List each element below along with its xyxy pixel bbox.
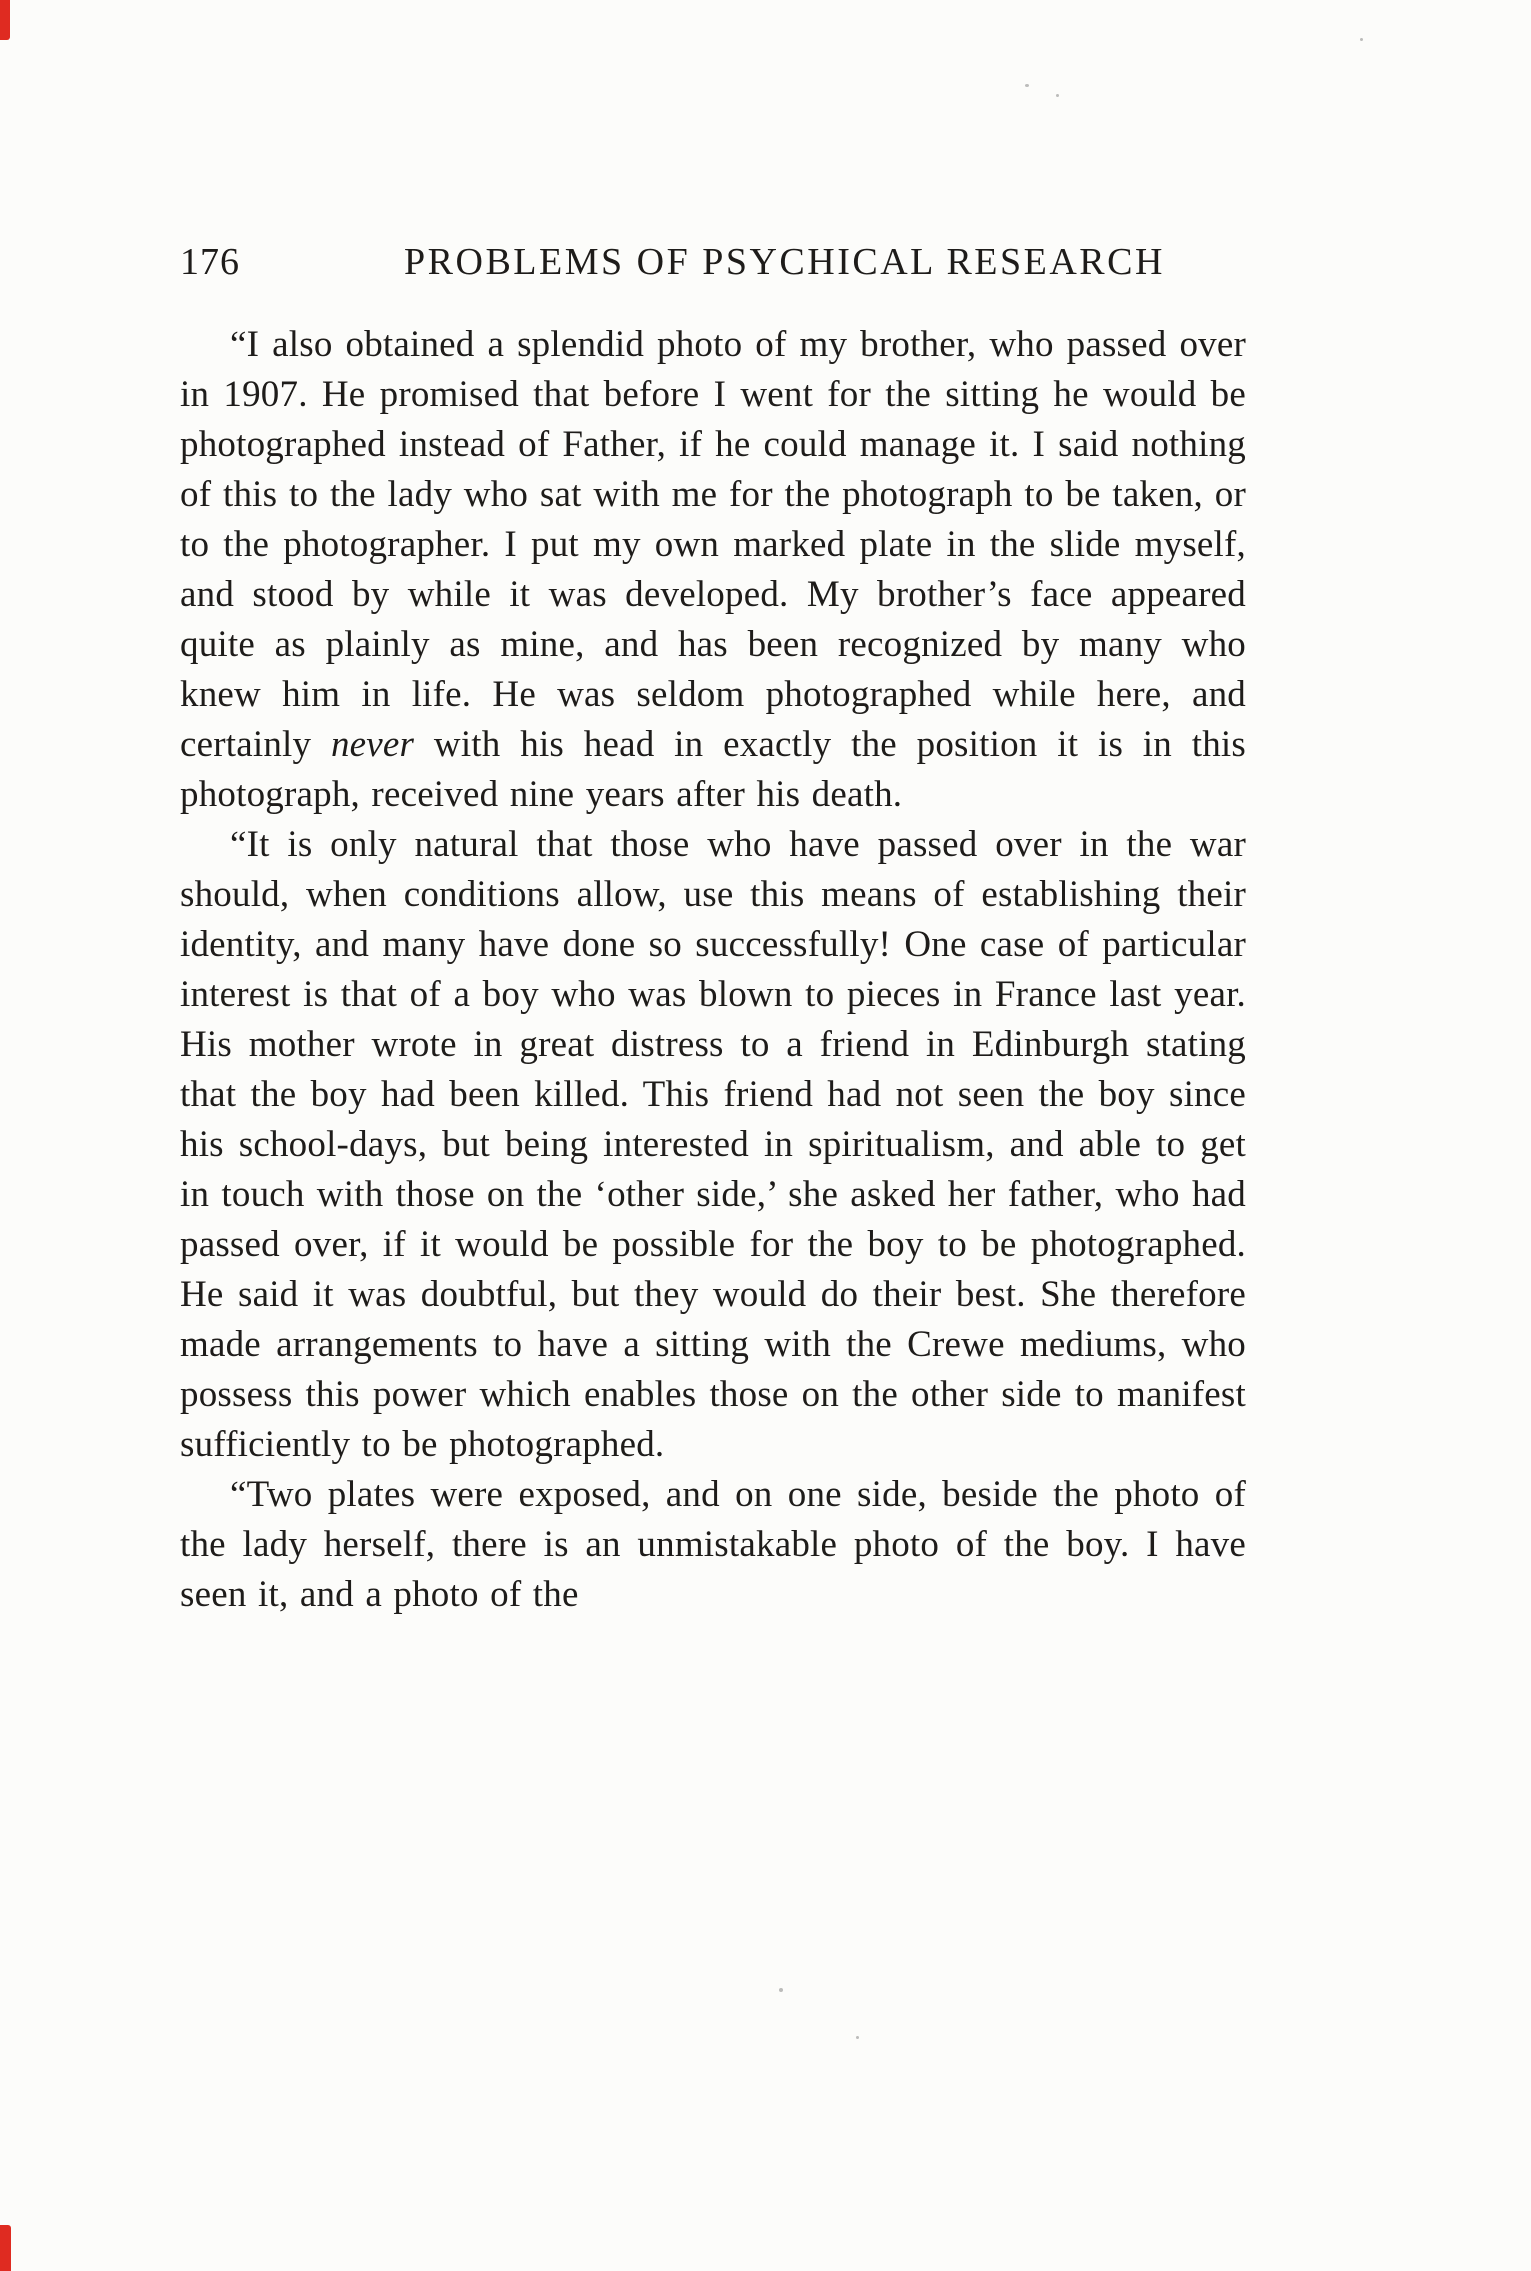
paragraph-3: “Two plates were exposed, and on one side, beside the photo of the lady herself, there is an unmistakable photo of the boy. I have seen it, and a photo of the <box>180 1474 1246 1615</box>
page-header <box>180 240 1246 284</box>
paragraph-1-text: “I also obtained a splendid photo of my brother, who passed over in 1907. He promised that before I went for the sitting he would be photographed instead of Father, if he could manage it. I said nothing of this to the lady who sat with me for the photograph to be taken, or to the photographer. I put my own marked plate in the slide myself, and stood by while it was developed. My brother’s face appeared quite as plainly as mine, and has been recognized by many who knew him in life. He was seldom photographed while here, and certainly <box>180 324 1246 765</box>
scan-speck <box>779 1988 783 1992</box>
scan-speck <box>1056 94 1059 97</box>
page-number: 176 <box>180 241 240 283</box>
scan-speck <box>1360 38 1363 41</box>
scan-speck <box>1025 84 1029 87</box>
page-text <box>180 320 1246 1620</box>
scan-speck <box>856 2036 859 2039</box>
paragraph-1-text-continued: with his head in exactly the position it is in this photograph, received nine years after his death. <box>180 724 1246 815</box>
running-title: PROBLEMS OF PSYCHICAL RESEARCH <box>404 241 1165 283</box>
paragraph-1 <box>180 320 1246 820</box>
paragraph-1-italic-word: never <box>330 724 415 765</box>
paragraph-2: “It is only natural that those who have passed over in the war should, when conditions allow, use this means of establishing their identity, and many have done so successfully! One case of particular interest is that of a boy who was blown to pieces in France last year. His mother wrote in great distress to a friend in Edinburgh stating that the boy had been killed. This friend had not seen the boy since his school-days, but being interested in spiritualism, and able to get in touch with those on the ‘other side,’ she asked her father, who had passed over, if it would be possible for the boy to be photographed. He said it was doubtful, but they would do their best. She therefore made arrangements to have a sitting with the Crewe mediums, who possess this power which enables those on the other side to manifest sufficiently to be photographed. <box>180 824 1246 1465</box>
scan-artifact-red-bottom <box>0 2225 11 2271</box>
scan-artifact-red-top <box>0 0 10 40</box>
